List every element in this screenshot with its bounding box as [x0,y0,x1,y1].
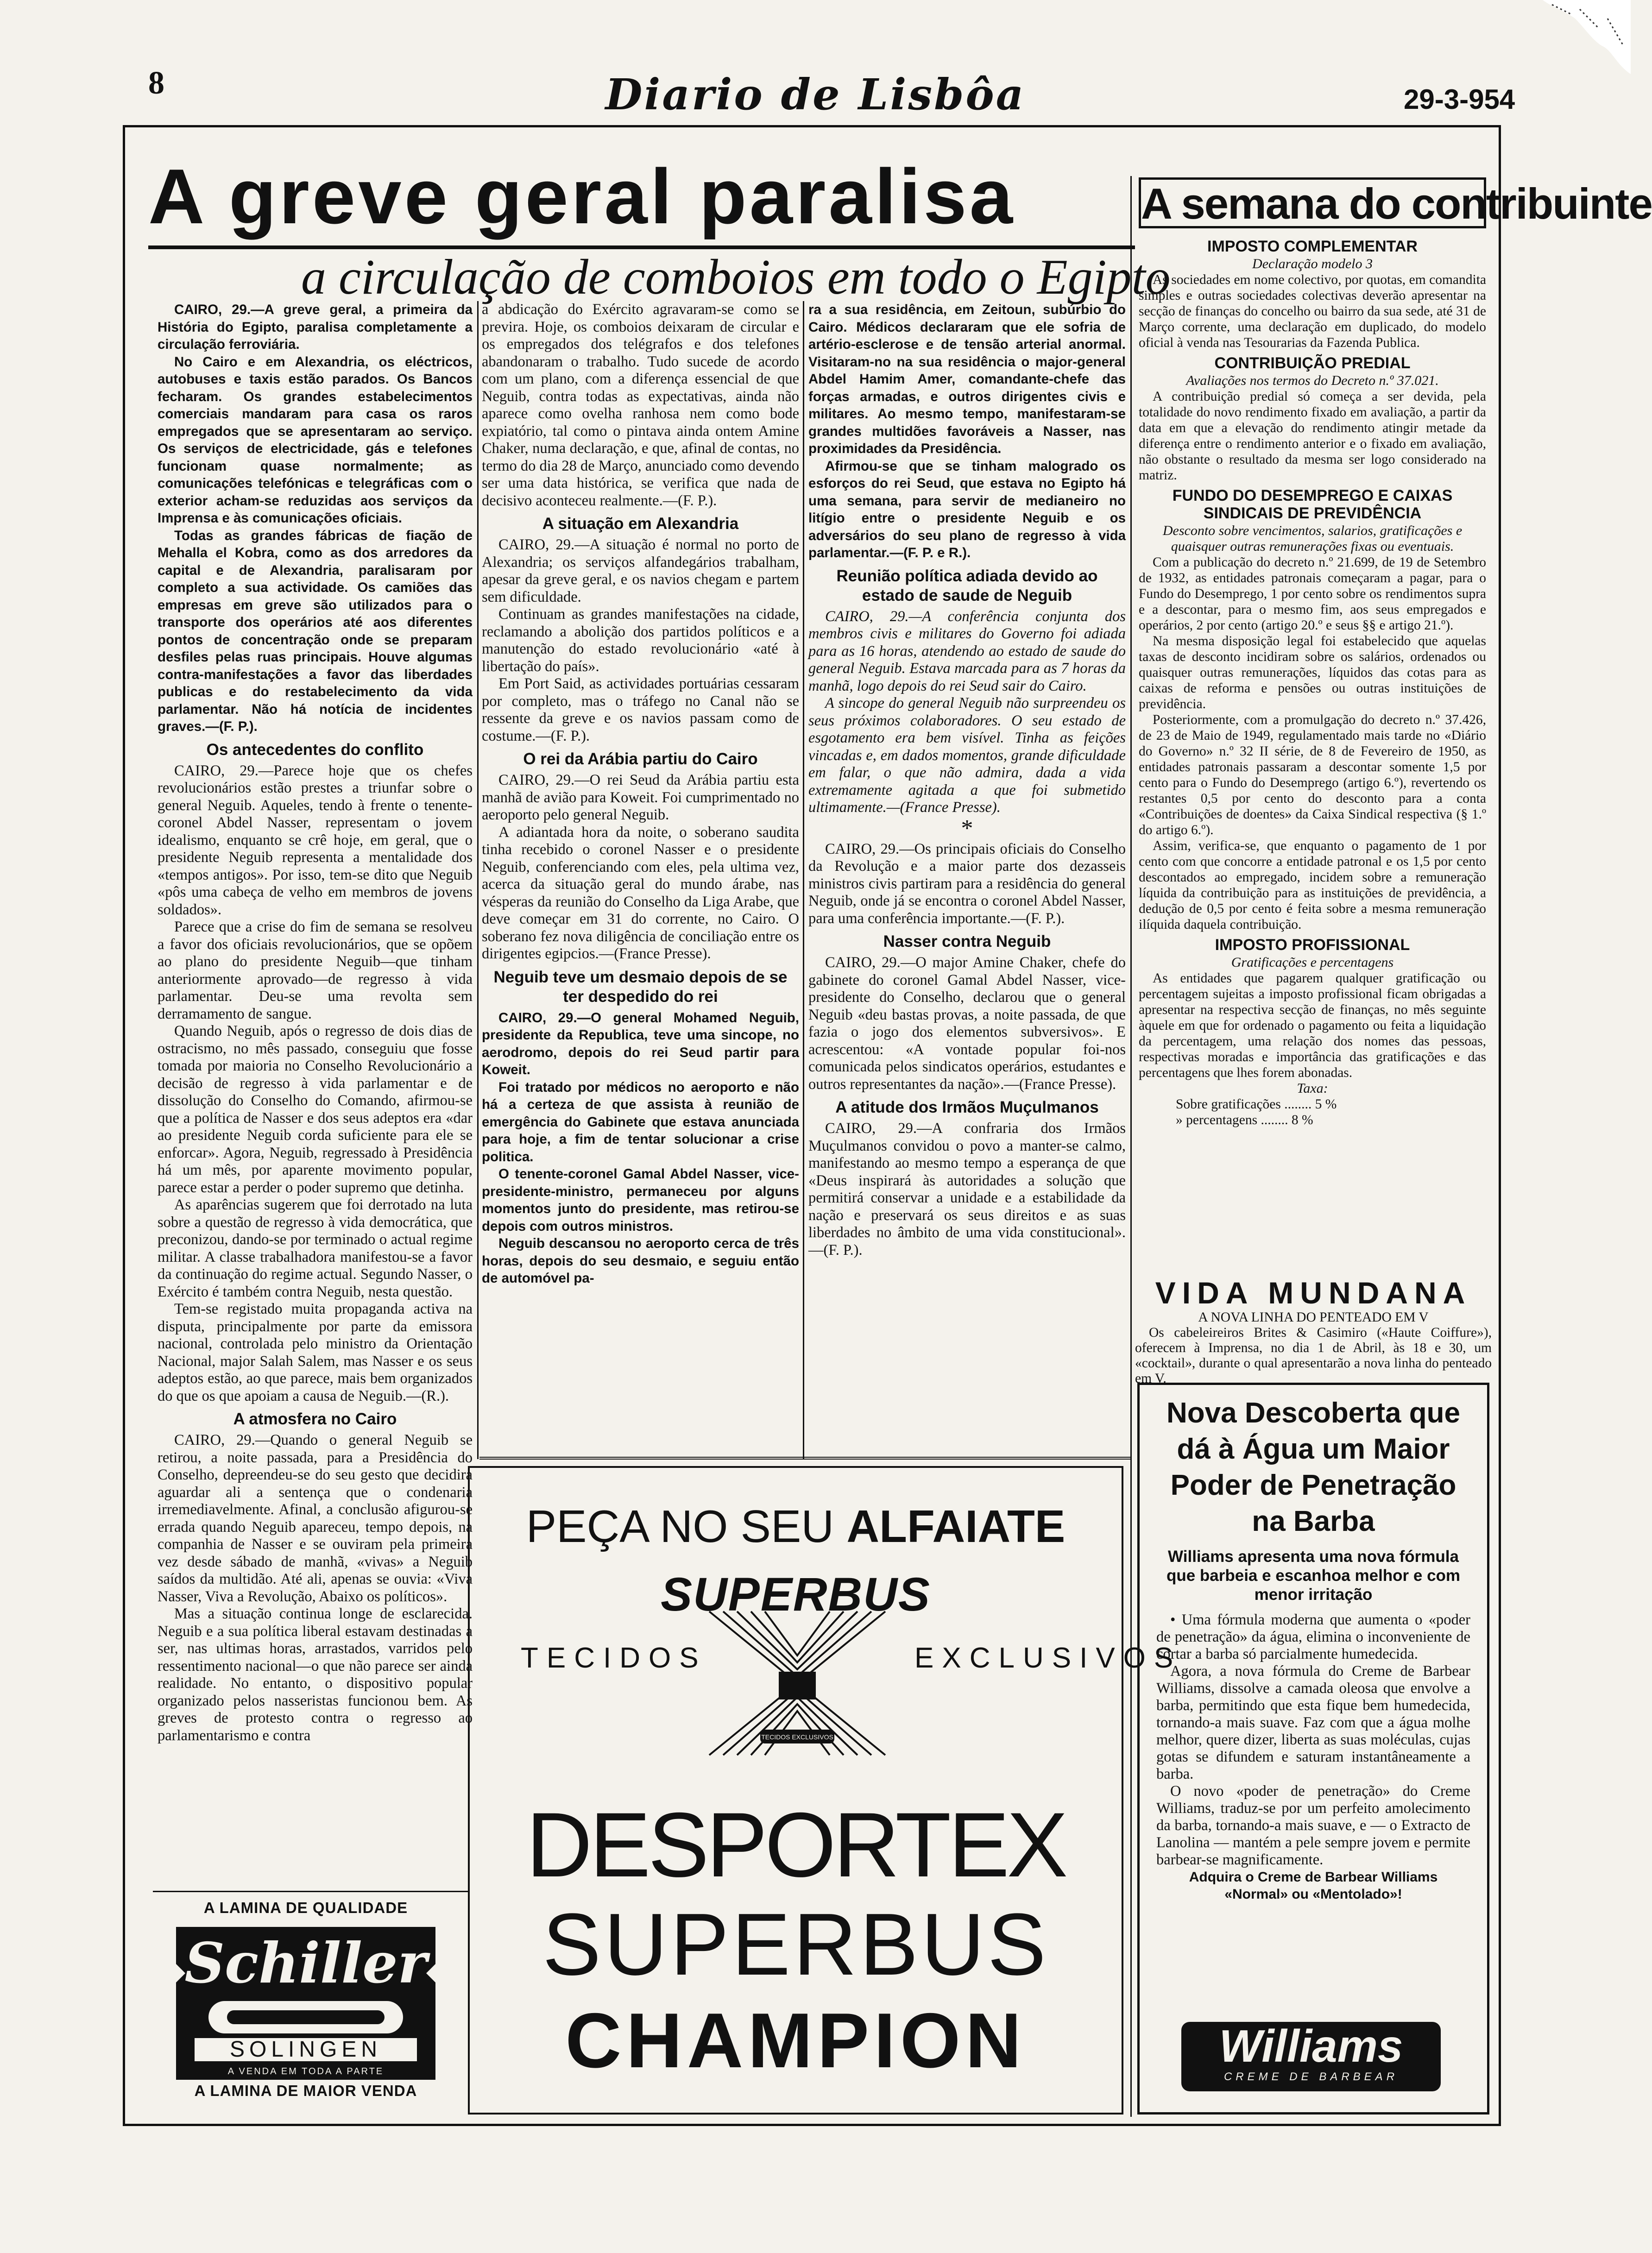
story-paragraph: O tenente-coronel Gamal Abdel Nasser, vice-presidente-ministro, permaneceu por alguns momentos junto do presidente, mas retirou-se depois com outros ministros. [482,1166,799,1234]
williams-paragraph: O novo «poder de penetração» do Creme Williams, traduz-se por um perfeito amolecimento da barba, tornando-a mais suave, e — o Extracto de Lanolina — mantém a pele sempre jovem e permite barbear-se magnificamente. [1156,1783,1470,1868]
superbus-ad [468,1466,1182,2115]
williams-ad [1137,1383,1489,2115]
main-subheadline: a circulação de comboios em todo o Egipto [301,250,1171,305]
tax-subheading: Desconto sobre vencimentos, salarios, gratificações e quaisquer outras remunerações fixas ou eventuais. [1162,523,1463,554]
section-heading-nasser: Nasser contra Neguib [883,932,1051,950]
story-paragraph: CAIRO, 29.—O rei Seud da Arábia partiu esta manhã de avião para Koweit. Foi cumprimentado no aeroporto pelo general Neguib. [482,772,799,823]
story-paragraph: Todas as grandes fábricas de fiação de Mehalla el Kobra, como as dos arredores da capital e de Alexandria, paralisaram por completo a sua actividade. Os camiões das empresas em greve são utilizados para o transporte dos operários até aos diferentes pontos de concentração onde se preparam desfiles pelas ruas principais. Houve algumas contra-manifestações a favor das liberdades publicas e do restabelecimento da vida parlamentar. Não há notícia de incidentes graves.—(F. P.). [158,528,473,734]
schiller-logo [167,1927,445,2080]
tax-paragraph: Posteriormente, com a promulgação do decreto n.º 37.426, de 23 de Maio de 1949, regulamentado mais tarde no «Diário do Governo» n.º 32 II série, de 8 de Fevereiro de 1950, as entidades patronais passaram a descontar somente 1,5 por cento para o Fundo do Desemprego (artigo 6.º), revertendo os restantes 0,5 por cento do desconto para a conta «Contribuições de doentes» da Caixa Sindical respectiva (§ 1.º do artigo 6.º). [1139,712,1486,837]
column-rule [803,301,804,1459]
story-paragraph: CAIRO, 29.—O general Mohamed Neguib, presidente da Republica, teve uma sincope, no aerodromo, depois do rei Seud partir para Koweit. [482,1010,799,1077]
tax-heading: CONTRIBUIÇÃO PREDIAL [1214,354,1411,372]
taxa-row-value: 8 % [1291,1113,1313,1127]
vida-mundana-body: Os cabeleireiros Brites & Casimiro («Haute Coiffure»), oferecem à Imprensa, no dia 1 de Abril, às 18 e 30, um «cocktail», durante o qual apresentarão a nova linha do penteado em V. [1135,1325,1492,1386]
vida-mundana-header: VIDA MUNDANA [1155,1276,1472,1310]
headline-rule [148,245,1135,249]
story-column-2 [482,301,799,1454]
column-rule [477,301,479,1459]
contribuinte-column [1139,234,1486,1274]
superbus-fan-emblem-icon [695,1607,899,1760]
issue-date: 29-3-954 [1404,84,1515,115]
story-paragraph: CAIRO, 29.—Quando o general Neguib se retirou, a noite passada, para a Presidência do Conselho, depreendeu-se do seu gesto que decidira aguardar ali a sentença que o condenaria irremediavelmente. Afinal, a conclusão afigurou-se errada quando Neguib apareceu, tempo depois, na companhia de Nasser e se ouviram pela primeira vez desde sábado de manhã, «vivas» a Neguib saídos da multidão. Até ali, apenas se ouvia: «Viva Nasser, Viva a Revolução, Abaixo os políticos». [158,1432,473,1605]
story-column-1 [158,301,473,1890]
masthead [0,69,1631,120]
tax-paragraph: As entidades que pagarem qualquer gratificação ou percentagem sujeitas a imposto profissional ficam obrigadas a apresentar na respectiva secção de finanças, no mês seguinte àquele em que for ordenado o pagamento ou feita a liquidação da percentagem, uma relação dos nomes das pessoas, respectivas moradas e importância das gratificações e das percentagens que lhes forem abonadas. [1139,971,1486,1080]
section-heading-atmosfera: A atmosfera no Cairo [233,1410,397,1428]
story-paragraph: Quando Neguib, após o regresso de dois dias de ostracismo, no mês passado, conseguiu que fosse tomada por maioria no Conselho Revolucionário a decisão de regresso à vida parlamentar e de dissolução do Conselho do Comando, afirmou-se que a política de Nasser e dos seus adeptos era «dar ao presidente Neguib corda suficiente para ele se enforcar». Agora, Neguib, regressado à Presidência há um mês, por aparente movimento popular, parece estar a perder o poder supremo que detinha. [158,1023,473,1196]
vida-mundana-title: A NOVA LINHA DO PENTEADO EM V [1198,1310,1429,1325]
williams-paragraph: Agora, a nova fórmula do Creme de Barbear Williams, dissolve a camada oleosa que envolve a barba, permitindo que esta fique bem humedecida, tornando-a mais suave. Faz com que a água molhe melhor, quere dizer, liberta as suas moléculas, cujas gotas se difundem e saturam instantâneamente a barba. [1156,1663,1470,1782]
tax-paragraph: Assim, verifica-se, que enquanto o pagamento de 1 por cento com que concorre a entidade patronal e os 1,5 por cento descontados ao empregado, incidem sobre a remuneração líquida da contribuição para as instituições de previdência, a dedução de 0,5 por cento é feita sobre a mesma remuneração ilíquida daquela contribuição. [1139,838,1486,932]
superbus-ad-headline-a: PEÇA NO SEU [526,1501,834,1552]
story-paragraph: CAIRO, 29.—Os principais oficiais do Conselho da Revolução e a maior parte dos dezasseis ministros civis partiram para a residência do general Neguib, onde já se encontra o coronel Abdel Nasser, para uma conferência importante.—(F. P.). [808,840,1126,927]
story-paragraph: A sincope do general Neguib não surpreendeu os seus próximos colaboradores. O seu estado de esgotamento era bem visível. Tinha as feições vincadas e, em dados momentos, grande dificuldade em falar, o que não admira, dada a vida extremamente agitada a que foi submetido ultimamente.—(France Presse). [808,695,1126,816]
taxa-row-value: 5 % [1315,1097,1337,1112]
story-paragraph: CAIRO, 29.—O major Amine Chaker, chefe do gabinete do coronel Gamal Abdel Nasser, vice-presidente do Conselho, declarou que o general Neguib «deu bastas provas, a noite passada, de que fazia o jogo dos elementos subversivos». E acrescentou: «A vontade popular foi-nos comunicada pelos sindicatos operários, estudantes e outros representantes da nação».—(France Presse). [808,954,1126,1093]
story-lead: CAIRO, 29.—A greve geral, a primeira da História do Egipto, paralisa completamente a circulação ferroviária. [158,302,473,352]
superbus-ad-headline-b: ALFAIATE [846,1501,1066,1552]
torn-corner [1543,0,1631,74]
section-heading-reuniao: Reunião política adiada devido ao estado de saude de Neguib [836,566,1098,604]
tax-subheading: Avaliações nos termos do Decreto n.º 37.021. [1186,373,1439,388]
williams-logo-sub: CREME DE BARBEAR [1223,2070,1399,2083]
main-headline: A greve geral paralisa [148,153,1016,240]
superbus-line-desportex: DESPORTEX [526,1794,1066,1896]
story-paragraph: Afirmou-se que se tinham malogrado os esforços do rei Seud, que estava no Egipto há uma semana, para servir de medianeiro no litígio entre o presidente Neguib e os adversários do seu plano de regresso à vida parlamentar.—(F. P. e R.). [808,458,1126,560]
contribuinte-header: A semana do contribuinte [1139,177,1486,228]
section-heading-irmaos: A atitude dos Irmãos Muçulmanos [835,1098,1099,1116]
ad-top-rule [479,1457,1130,1460]
star-separator: * [961,815,973,842]
schiller-top-text: A LAMINA DE QUALIDADE [203,1899,408,1916]
tax-heading: FUNDO DO DESEMPREGO E CAIXAS SINDICAIS DE PREVIDÊNCIA [1172,487,1453,522]
taxa-row [1139,1096,1486,1112]
story-paragraph: Tem-se registado muita propaganda activa na disputa, principalmente por parte da emissora nacional, controlada pelo ministro da Orientação Nacional, major Salah Salem, mas Nasser e os seus adeptos estão, ao que parece, mais bem organizados do que os que apoiam a causa de Neguib.—(R.). [158,1301,473,1404]
williams-callout: Adquira o Creme de Barbear Williams «Normal» ou «Mentolado»! [1189,1869,1438,1902]
williams-headline: Nova Descoberta que dá à Água um Maior Poder de Penetração na Barba [1166,1397,1460,1537]
superbus-line-champion: CHAMPION [565,1997,1026,2084]
tax-paragraph: A contribuição predial só começa a ser devida, pela totalidade do novo rendimento fixado em avaliação, a partir da data em que a elevação do rendimento atingir metade da diferença entre o rendimento anterior e o fixado em avaliação, não obstante o resultado da mesma ser logo considerado na matriz. [1139,389,1486,483]
story-paragraph: A adiantada hora da noite, o soberano saudita tinha recebido o coronel Nasser e o presidente Neguib, conferenciando com eles, pela ultima vez, acerca da situação geral do mundo árabe, nas vésperas da reunião do Conselho da Liga Arabe, que deve começar em 31 do corrente, no Cairo. O soberano fez nova diligência de conciliação entre os dirigentes egipcios.—(France Presse). [482,824,799,962]
section-heading-desmaio: Neguib teve um desmaio depois de se ter despedido do rei [493,968,788,1006]
schiller-bottom-text: A LAMINA DE MAIOR VENDA [194,2082,417,2099]
tax-subheading: Gratificações e percentagens [1231,955,1394,970]
tax-paragraph: As sociedades em nome colectivo, por quotas, em comandita simples e outras sociedades colectivas deverão apresentar na secção de finanças do concelho ou bairro da sua sede, até 31 de Março corrente, uma declaração em duplicado, do modelo oficial à venda nas Tesourarias da Fazenda Publica. [1139,272,1486,350]
vida-mundana-text [1135,1310,1492,1386]
tax-heading: IMPOSTO COMPLEMENTAR [1207,238,1418,255]
section-heading-antecedentes: Os antecedentes do conflito [206,740,424,759]
story-paragraph: Parece que a crise do fim de semana se resolveu a favor dos oficiais revolucionários, que se opõem ao plano do presidente Neguib—que tinham anteriormente aprovado—de regresso à vida parlamentar. Deu-se uma revolta sem derramamento de sangue. [158,919,473,1022]
page-number: 8 [148,65,164,101]
story-paragraph: CAIRO, 29.—A situação é normal no porto de Alexandria; os serviços alfandegários trabalham, apesar da greve geral, e os navios chegam e partem sem dificuldade. [482,536,799,605]
tax-heading: IMPOSTO PROFISSIONAL [1215,936,1410,954]
tax-subheading: Declaração modelo 3 [1252,256,1373,271]
tax-paragraph: Com a publicação do decreto n.º 21.699, de 19 de Setembro de 1932, as entidades patronais começaram a pagar, para o Fundo do Desemprego, 1 por cento sobre os rendimentos supra e a descontar, para o mesmo fim, aos seus empregados e operários, 2 por cento (artigo 20.º e seus §§ e artigo 21.º). [1139,555,1486,633]
superbus-ad-headline [470,1500,1122,1553]
section-heading-arabia: O rei da Arábia partiu do Cairo [523,750,758,768]
superbus-brand-word: SUPERBUS [661,1568,931,1621]
story-paragraph: No Cairo e em Alexandria, os eléctricos, autobuses e taxis estão parados. Os Bancos fecharam. Os grandes estabelecimentos comerciais mandaram para casa os raros empregados que se apresentaram ao serviço. Os serviços de electricidade, gás e telefones funcionam quase normalmente; as comunicações telefónicas e telegráficas com o exterior acham-se reduzidas aos serviços da Imprensa e às comunicações oficiais. [158,354,473,526]
story-paragraph: Neguib descansou no aeroporto cerca de três horas, depois do seu desmaio, e seguiu então de automóvel pa- [482,1236,799,1286]
superbus-mark-text: TECIDOS EXCLUSIVOS [761,1733,833,1741]
superbus-right-label: EXCLUSIVOS [914,1642,1182,1674]
story-paragraph: Foi tratado por médicos no aeroporto e não há a certeza de que assista à reunião de emergência do Gabinete que estava anunciada para hoje, a fim de tentar solucionar a crise politica. [482,1079,799,1164]
story-paragraph: CAIRO, 29.—Parece hoje que os chefes revolucionários estão prestes a triunfar sobre o general Neguib. Aqueles, tendo à frente o tenente-coronel Abdel Nasser, representam o jovem idealismo, enquanto se crê hoje, em geral, que o presidente Neguib representa a mentalidade dos «tempos antigos». Por isso, tem-se dito que Neguib «pôs uma cabeça de velho em membros de jovens soldados». [158,762,473,918]
story-paragraph: As aparências sugerem que foi derrotado na luta sobre a questão de regresso à vida democrática, que preconizou, dando-se por terminado o actual regime militar. A classe trabalhadora manifestou-se a favor da continuação do regime actual. Segundo Nasser, o Exército é também contra Neguib, nesta questão. [158,1196,473,1300]
story-paragraph: Mas a situação continua longe de esclarecida. Neguib e a sua política liberal estavam destinadas a ser, nas ultimas horas, arrastados, varridos pelo ressentimento nacional—o que não parece ser ainda realidade. No entanto, o dispositivo popular organizado pelos nasseristas funcionou bem. As greves de protesto contra o regresso ao parlamentarismo e contra [158,1605,473,1744]
story-column-3 [808,301,1126,1454]
superbus-line-superbus: SUPERBUS [542,1895,1049,1994]
superbus-left-label: TECIDOS [521,1642,707,1674]
williams-paragraph: • Uma fórmula moderna que aumenta o «poder de penetração» da água, elimina o inconveniente de cortar a barba só parcialmente humedecida. [1156,1611,1470,1662]
schiller-brand: Schiller [184,1931,427,1996]
tax-paragraph: Na mesma disposição legal foi estabelecido que aquelas taxas de desconto incidiram sobre os salários, ordenados ou quaisquer outras remunerações, líquidos das cotas para as caixas de reforma e pensões ou outras instituições de previdência. [1139,634,1486,711]
story-paragraph: Continuam as grandes manifestações na cidade, reclamando a abolição dos partidos políticos e a manutenção do estado revolucionário «até à libertação do país». [482,606,799,675]
williams-logo-word: Williams [1219,2020,1403,2071]
story-paragraph: ra a sua residência, em Zeitoun, subúrbio do Cairo. Médicos declararam que ele sofria de artério-esclerose e de tensão arterial anormal. Visitaram-no na sua residência o major-general Abdel Hamim Amer, comandante-chefe das forças armadas, e outros dirigentes civis e militares. Ao mesmo tempo, manifestaram-se grandes multidões favoráveis a Nasser, nas proximidades da Presidência. [808,302,1126,456]
story-paragraph: Em Port Said, as actividades portuárias cessaram por completo, mas o tráfego no Canal não se ressente da greve e os navios passam como de costume.—(F. P.). [482,675,799,744]
section-heading-alexandria: A situação em Alexandria [542,515,739,533]
story-paragraph: CAIRO, 29.—A confraria dos Irmãos Muçulmanos convidou o povo a manter-se calmo, manifestando ao mesmo tempo a esperança de que «Deus inspirará às autoridades a solução que permitirá conservar a unidade e a estabilidade da nação e preservará os seus direitos e as suas liberdades no âmbito de uma vida constitucional».—(F. P.). [808,1120,1126,1259]
column-rule [1130,176,1132,2117]
taxa-label: Taxa: [1297,1081,1328,1096]
schiller-city: SOLINGEN [229,2037,382,2062]
williams-logo [1181,2022,1441,2091]
masthead-title: Diario de Lisbôa [605,69,1026,120]
taxa-row-label: » percentagens ........ [1176,1113,1288,1127]
williams-subheadline: Williams apresenta uma nova fórmula que barbeia e escanhoa melhor e com menor irritação [1166,1548,1461,1604]
story-paragraph: CAIRO, 29.—A conferência conjunta dos membros civis e militares do Governo foi adiada para as 16 horas, atendendo ao estado de saude do general Neguib. Estava marcada para as 7 horas da manhã, logo depois do rei Seud sair do Cairo. [808,608,1126,694]
story-paragraph: a abdicação do Exército agravaram-se como se previra. Hoje, os comboios deixaram de circular e os empregados dos telégrafos e dos telefones abandonaram o trabalho. Tudo sucede de acordo com um plano, com a diferença essencial de que Neguib, contra todas as expectativas, ainda não aparece como ovelha ranhosa nem como bode expiatório, tal como o pintava ainda ontem Amine Chaker, numa declaração, e que, afinal de contas, no termo do dia 28 de Março, anunciado como devendo ser uma data histórica, se verifica que nada de decisivo aconteceu realmente.—(F. P.). [482,301,799,509]
taxa-row [1139,1112,1486,1128]
schiller-rule [153,1891,468,1892]
schiller-tagline: A VENDA EM TODA A PARTE [227,2066,384,2077]
taxa-row-label: Sobre gratificações ........ [1176,1097,1312,1112]
